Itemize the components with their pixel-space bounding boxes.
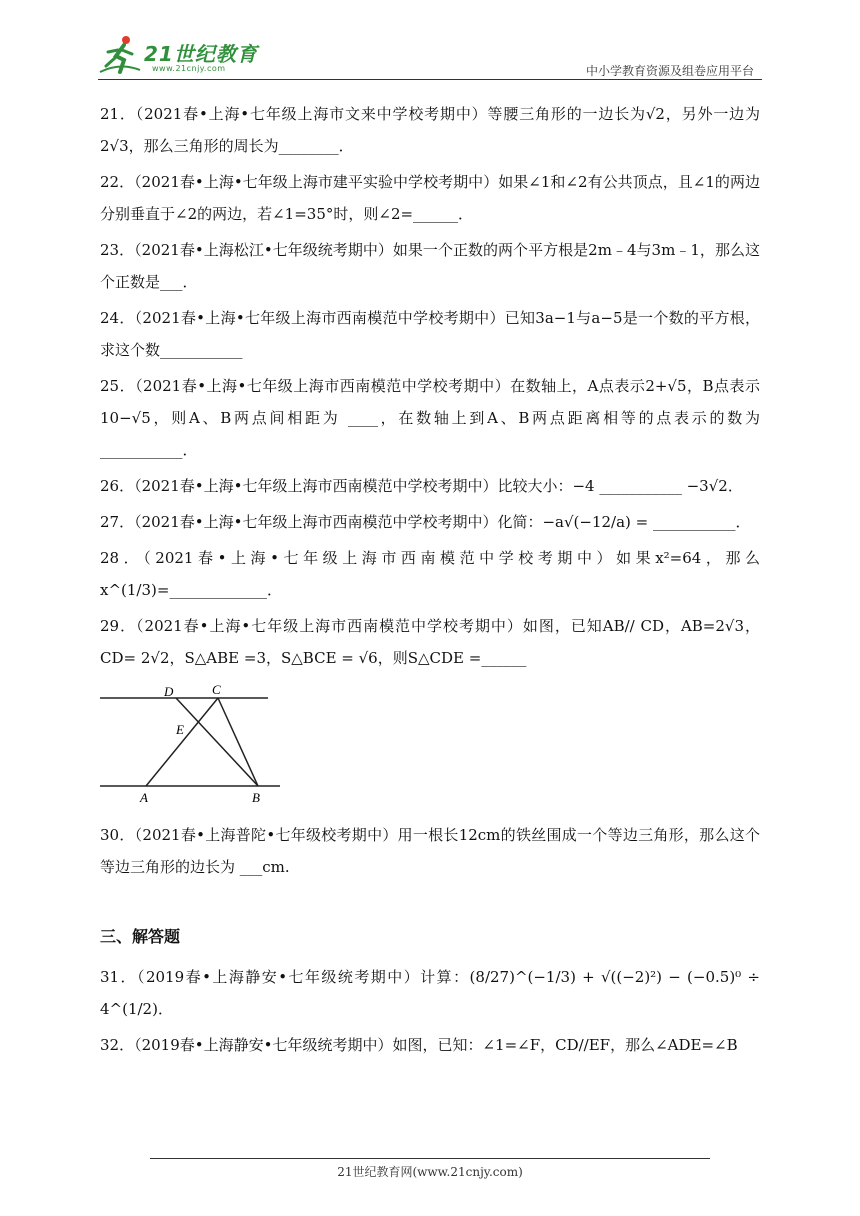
- site-logo: [98, 32, 268, 76]
- question-text: （2021春•上海•七年级上海市西南模范中学校考期中）如图，已知AB// CD，AB=2√3，CD= 2√2，S△ABE =3，S△BCE = √6，则S△CDE =______: [100, 617, 760, 667]
- question-number: 27．: [100, 513, 135, 531]
- question-text: （2021春•上海普陀•七年级校考期中）用一根长12cm的铁丝围成一个等边三角形，那么这个等边三角形的边长为 ___cm.: [100, 826, 760, 876]
- question-31: [100, 961, 760, 1025]
- geometry-figure: [100, 684, 300, 804]
- label-c: C: [212, 684, 221, 697]
- question-text: （2021春•上海•七年级上海市西南模范中学校考期中）化简：−a√(−12/a) = ___________．: [134, 513, 751, 531]
- question-text: （2021春•上海•七年级上海市文来中学校考期中）等腰三角形的一边长为√2，另外一边为2√3，那么三角形的周长为________．: [100, 105, 760, 155]
- question-22: [100, 166, 760, 230]
- question-text: （2021春•上海•七年级上海市建平实验中学校考期中）如果∠1和∠2有公共顶点，且∠1的两边分别垂直于∠2的两边，若∠1=35°时，则∠2=______．: [100, 173, 760, 223]
- question-number: 25．: [100, 377, 136, 395]
- question-30: [100, 819, 760, 883]
- question-text: （2019春•上海静安•七年级统考期中）计算：(8/27)^(−1/3) + √((−2)²) − (−0.5)⁰ ÷ 4^(1/2)．: [100, 968, 760, 1018]
- question-21: [100, 98, 760, 162]
- question-number: 31．: [100, 968, 138, 986]
- header-divider: [98, 79, 762, 80]
- question-number: 22．: [100, 173, 135, 191]
- question-26: [100, 470, 760, 502]
- question-number: 28．: [100, 549, 144, 567]
- section-title: 三、解答题: [100, 927, 181, 946]
- logo-url: www.21cnjy.com: [152, 64, 226, 73]
- question-27: [100, 506, 760, 538]
- page-header: [98, 32, 762, 80]
- label-d: D: [164, 684, 174, 699]
- question-25: [100, 370, 760, 466]
- question-24: [100, 302, 760, 366]
- question-number: 29．: [100, 617, 137, 635]
- segment-cb: [218, 698, 258, 786]
- question-28: [100, 542, 760, 606]
- label-e: E: [176, 722, 184, 737]
- logo-text: 21世纪教育: [144, 42, 258, 66]
- question-text: （2021春•上海•七年级上海市西南模范中学校考期中）如果x²=64，那么x^(1/3)=_____________．: [100, 549, 761, 599]
- question-number: 23．: [100, 241, 135, 259]
- page-footer: 21世纪教育网(www.21cnjy.com): [337, 1165, 523, 1179]
- question-number: 26．: [100, 477, 135, 495]
- runner-icon: [98, 32, 142, 76]
- question-number: 30．: [100, 826, 135, 844]
- document-body: [100, 98, 760, 1065]
- label-b: B: [252, 790, 260, 804]
- question-text: （2021春•上海•七年级上海市西南模范中学校考期中）比较大小：−4 ___________ −3√2．: [134, 477, 743, 495]
- question-text: （2021春•上海•七年级上海市西南模范中学校考期中）已知3a−1与a−5是一个数的平方根，求这个数___________: [100, 309, 760, 359]
- question-number: 21．: [100, 105, 136, 123]
- question-32: [100, 1029, 760, 1061]
- question-text: （2021春•上海•七年级上海市西南模范中学校考期中）在数轴上，A点表示2+√5，B点表示10−√5，则A、B两点间相距为 ____，在数轴上到A、B两点距离相等的点表示的数为___________．: [100, 377, 760, 459]
- segment-ca: [146, 698, 218, 786]
- segment-db: [176, 698, 258, 786]
- question-29: [100, 610, 760, 674]
- question-text: （2019春•上海静安•七年级统考期中）如图，已知：∠1=∠F，CD//EF，那么∠ADE=∠B: [134, 1036, 738, 1054]
- question-number: 24．: [100, 309, 135, 327]
- label-a: A: [140, 790, 148, 804]
- platform-name: 中小学教育资源及组卷应用平台: [585, 64, 754, 78]
- footer-divider: [150, 1158, 710, 1159]
- question-text: （2021春•上海松江•七年级统考期中）如果一个正数的两个平方根是2m﹣4与3m﹣1，那么这个正数是___．: [100, 241, 760, 291]
- question-23: [100, 234, 760, 298]
- question-number: 32．: [100, 1036, 135, 1054]
